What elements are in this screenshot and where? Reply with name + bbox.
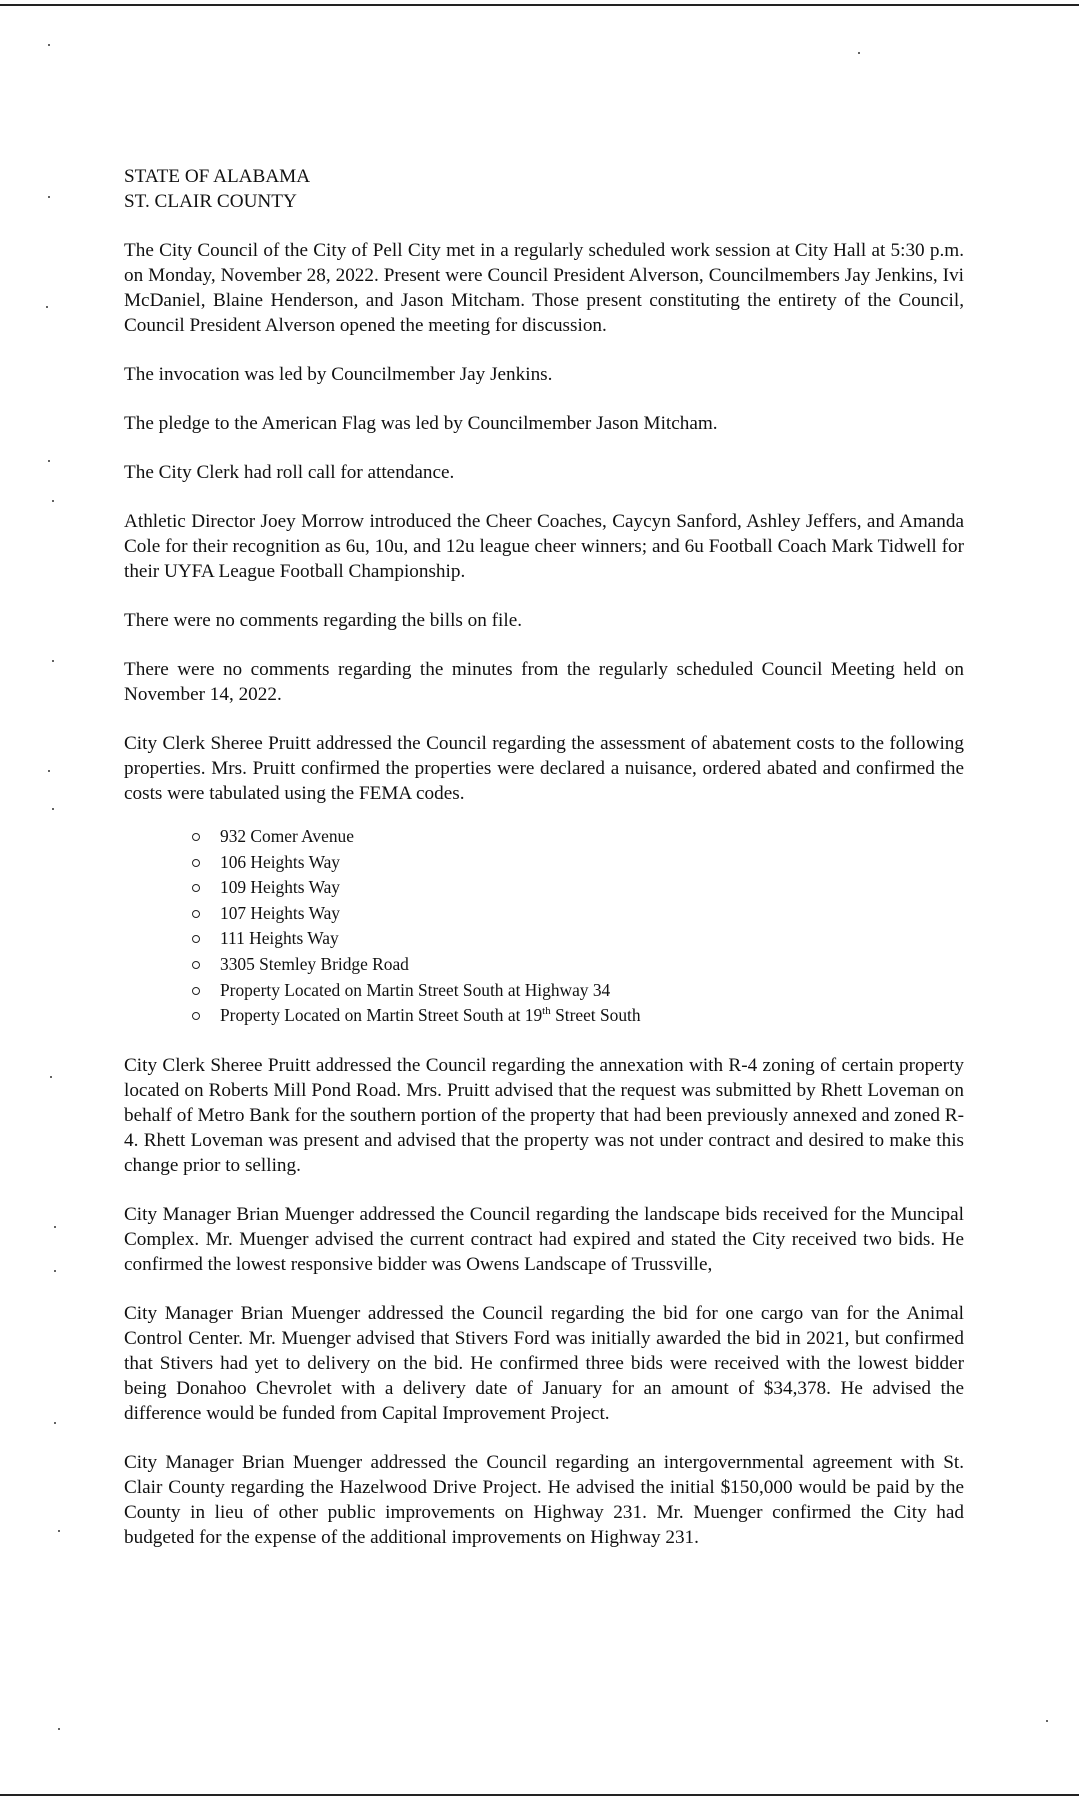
roll-call-paragraph: The City Clerk had roll call for attendance. bbox=[124, 462, 455, 483]
minutes-paragraph: There were no comments regarding the minutes from the regularly scheduled Council Meeting held on November 14, 2022. bbox=[124, 659, 964, 705]
list-item: Property Located on Martin Street South at Highway 34 bbox=[192, 978, 964, 1004]
margin-speck bbox=[46, 306, 48, 308]
margin-speck bbox=[52, 500, 54, 502]
margin-speck bbox=[54, 1226, 56, 1228]
margin-speck bbox=[58, 1728, 60, 1730]
margin-speck bbox=[52, 808, 54, 810]
invocation-paragraph: The invocation was led by Councilmember Jay Jenkins. bbox=[124, 364, 553, 385]
athletic-paragraph: Athletic Director Joey Morrow introduced the Cheer Coaches, Caycyn Sanford, Ashley Jeffers, and Amanda Cole for their recognition as 6u, 10u, and 12u league cheer winners; and 6u Football Coach Mark Tidwell for their UYFA League Football Championship. bbox=[124, 511, 964, 582]
bullet-circle-icon bbox=[192, 833, 200, 841]
county-heading: ST. CLAIR COUNTY bbox=[124, 191, 297, 212]
cargo-van-paragraph: City Manager Brian Muenger addressed the Council regarding the bid for one cargo van for the Animal Control Center. Mr. Muenger advised that Stivers Ford was initially awarded the bid in 2021, but confirmed that Stivers had yet to delivery on the bid. He confirmed three bids were received with the lowest bidder being Donahoo Chevrolet with a delivery date of January for an amount of $34,378. He advised the difference would be funded from Capital Improvement Project. bbox=[124, 1302, 964, 1424]
top-border-line bbox=[0, 4, 1079, 6]
bullet-circle-icon bbox=[192, 961, 200, 969]
property-list bbox=[124, 824, 964, 1029]
margin-speck bbox=[52, 660, 54, 662]
list-item: Property Located on Martin Street South at 19th Street South bbox=[192, 1003, 964, 1029]
opening-paragraph: The City Council of the City of Pell City met in a regularly scheduled work session at City Hall at 5:30 p.m. on Monday, November 28, 2022. Present were Council President Alverson, Councilmembers Jay Jenkins, Ivi McDaniel, Blaine Henderson, and Jason Mitcham. Those present constituting the entirety of the Council, Council President Alverson opened the meeting for discussion. bbox=[124, 240, 964, 336]
list-item: 107 Heights Way bbox=[192, 901, 964, 927]
bullet-circle-icon bbox=[192, 859, 200, 867]
abatement-paragraph: City Clerk Sheree Pruitt addressed the Council regarding the assessment of abatement costs to the following properties. Mrs. Pruitt confirmed the properties were declared a nuisance, ordered abated and confirmed the costs were tabulated using the FEMA codes. bbox=[124, 733, 964, 804]
margin-speck bbox=[50, 1076, 52, 1078]
bullet-circle-icon bbox=[192, 1012, 200, 1020]
bullet-circle-icon bbox=[192, 987, 200, 995]
state-heading: STATE OF ALABAMA bbox=[124, 166, 311, 187]
list-item: 111 Heights Way bbox=[192, 926, 964, 952]
margin-speck bbox=[58, 1530, 60, 1532]
pledge-paragraph: The pledge to the American Flag was led by Councilmember Jason Mitcham. bbox=[124, 413, 718, 434]
bullet-circle-icon bbox=[192, 884, 200, 892]
hazelwood-paragraph: City Manager Brian Muenger addressed the Council regarding an intergovernmental agreement with St. Clair County regarding the Hazelwood Drive Project. He advised the initial $150,000 would be paid by the County in lieu of other public improvements on Highway 231. Mr. Muenger confirmed the City had budgeted for the expense of the additional improvements on Highway 231. bbox=[124, 1451, 964, 1548]
margin-speck bbox=[48, 196, 50, 198]
annexation-paragraph: City Clerk Sheree Pruitt addressed the Council regarding the annexation with R-4 zoning of certain property located on Roberts Mill Pond Road. Mrs. Pruitt advised that the request was submitted by Rhett Loveman on behalf of Metro Bank for the southern portion of the property that had been previously annexed and zoned R-4. Rhett Loveman was present and advised that the property was not under contract and desired to make this change prior to selling. bbox=[124, 1054, 964, 1176]
margin-speck bbox=[48, 44, 50, 46]
margin-speck bbox=[48, 770, 50, 772]
landscape-paragraph: City Manager Brian Muenger addressed the Council regarding the landscape bids received for the Muncipal Complex. Mr. Muenger advised the current contract had expired and stated the City received two bids. He confirmed the lowest responsive bidder was Owens Landscape of Trussville, bbox=[124, 1203, 964, 1275]
margin-speck bbox=[48, 460, 50, 462]
margin-speck bbox=[858, 52, 860, 54]
document-header bbox=[124, 164, 964, 214]
margin-speck bbox=[1046, 1720, 1048, 1722]
margin-speck bbox=[54, 1270, 56, 1272]
list-item: 106 Heights Way bbox=[192, 850, 964, 876]
list-item: 109 Heights Way bbox=[192, 875, 964, 901]
margin-speck bbox=[54, 1422, 56, 1424]
minutes-document bbox=[124, 164, 964, 1574]
list-item: 932 Comer Avenue bbox=[192, 824, 964, 850]
list-item: 3305 Stemley Bridge Road bbox=[192, 952, 964, 978]
bullet-circle-icon bbox=[192, 935, 200, 943]
bills-paragraph: There were no comments regarding the bills on file. bbox=[124, 610, 523, 631]
bottom-border-line bbox=[0, 1794, 1079, 1796]
bullet-circle-icon bbox=[192, 910, 200, 918]
